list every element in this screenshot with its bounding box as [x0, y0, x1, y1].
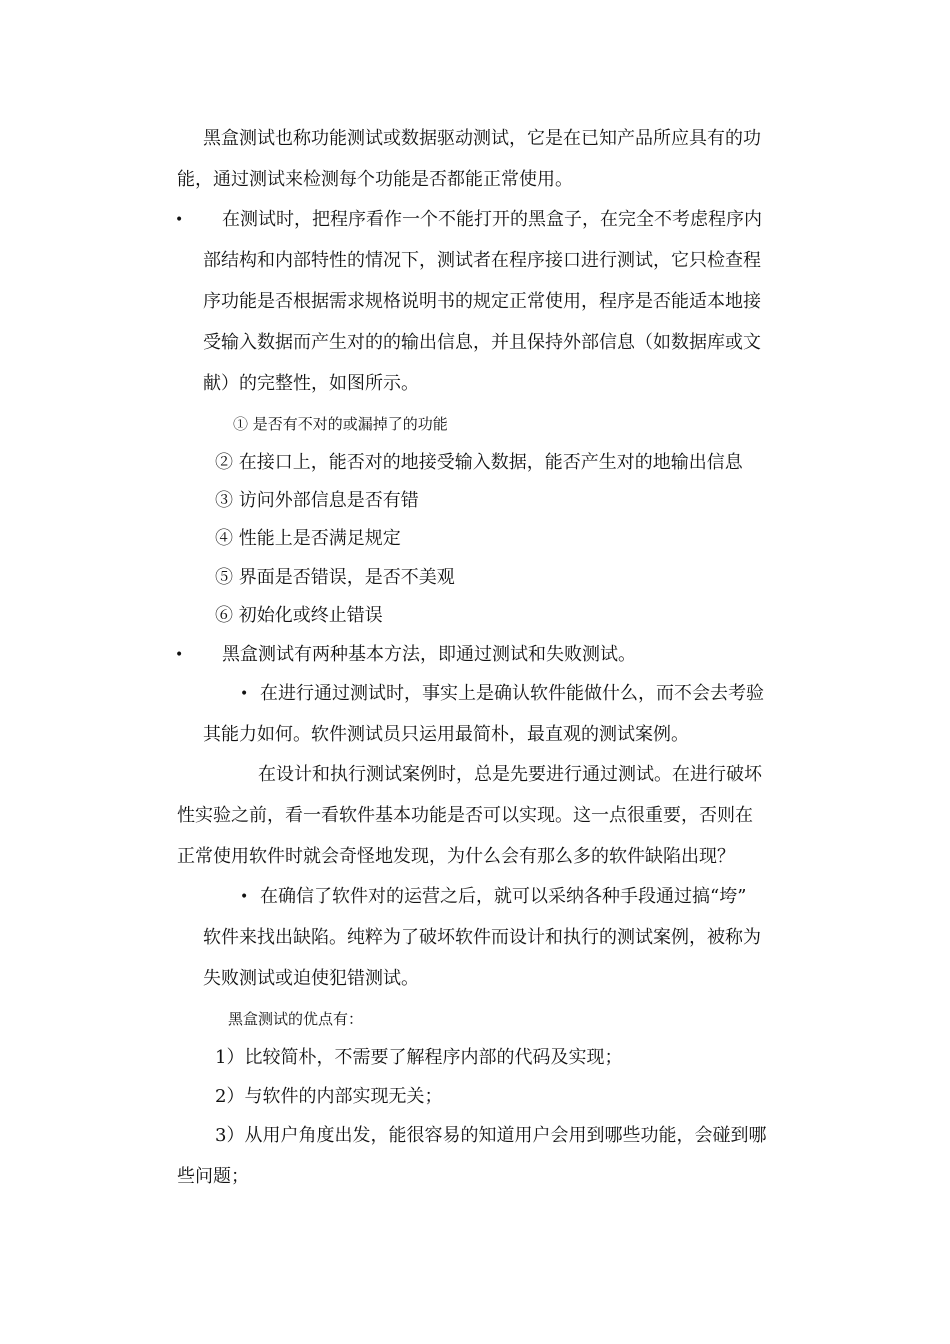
note-line-2: 性实验之前，看一看软件基本功能是否可以实现。这一点很重要，否则在 [177, 805, 753, 826]
sub-bullet-marker: • [240, 686, 249, 702]
check-item-2: ② 在接口上，能否对的地接受输入数据，能否产生对的地输出信息 [215, 452, 743, 473]
section1-line-1: 在测试时，把程序看作一个不能打开的黑盒子，在完全不考虑程序内 [222, 209, 762, 230]
pass-test-line-1: 在进行通过测试时，事实上是确认软件能做什么，而不会去考验 [260, 683, 764, 704]
fail-test-line-3: 失败测试或迫使犯错测试。 [203, 968, 419, 989]
check-item-1: ① 是否有不对的或漏掉了的功能 [233, 415, 448, 433]
bullet-marker: • [175, 647, 184, 663]
intro-line-2: 能，通过测试来检测每个功能是否都能正常使用。 [177, 169, 573, 190]
note-line-3: 正常使用软件时就会奇怪地发现，为什么会有那么多的软件缺陷出现？ [177, 846, 735, 867]
intro-line-1: 黑盒测试也称功能测试或数据驱动测试，它是在已知产品所应具有的功 [203, 128, 761, 149]
fail-test-line-1: 在确信了软件对的运营之后，就可以采纳各种手段通过搞“垮” [260, 886, 747, 907]
note-line-1: 在设计和执行测试案例时，总是先要进行通过测试。在进行破坏 [258, 764, 762, 785]
section1-line-4: 受输入数据而产生对的的输出信息，并且保持外部信息（如数据库或文 [203, 332, 761, 353]
advantage-item-2: 2）与软件的内部实现无关； [215, 1086, 443, 1107]
pass-test-line-2: 其能力如何。软件测试员只运用最简朴，最直观的测试案例。 [203, 724, 689, 745]
check-item-5: ⑤ 界面是否错误，是否不美观 [215, 567, 455, 588]
advantages-heading: 黑盒测试的优点有： [228, 1010, 364, 1028]
check-item-4: ④ 性能上是否满足规定 [215, 528, 401, 549]
sub-bullet-marker: • [240, 889, 249, 905]
advantage-item-3-line-1: 3）从用户角度出发，能很容易的知道用户会用到哪些功能，会碰到哪 [215, 1125, 767, 1146]
section1-line-5: 献）的完整性，如图所示。 [203, 373, 419, 394]
check-item-3: ③ 访问外部信息是否有错 [215, 490, 419, 511]
section1-line-3: 序功能是否根据需求规格说明书的规定正常使用，程序是否能适本地接 [203, 291, 761, 312]
advantage-item-3-line-2: 些问题； [177, 1166, 249, 1187]
section2-intro: 黑盒测试有两种基本方法，即通过测试和失败测试。 [222, 644, 636, 665]
section1-line-2: 部结构和内部特性的情况下，测试者在程序接口进行测试，它只检查程 [203, 250, 761, 271]
bullet-marker: • [175, 212, 184, 228]
check-item-6: ⑥ 初始化或终止错误 [215, 605, 383, 626]
advantage-item-1: 1）比较简朴，不需要了解程序内部的代码及实现； [215, 1047, 623, 1068]
fail-test-line-2: 软件来找出缺陷。纯粹为了破坏软件而设计和执行的测试案例，被称为 [203, 927, 761, 948]
